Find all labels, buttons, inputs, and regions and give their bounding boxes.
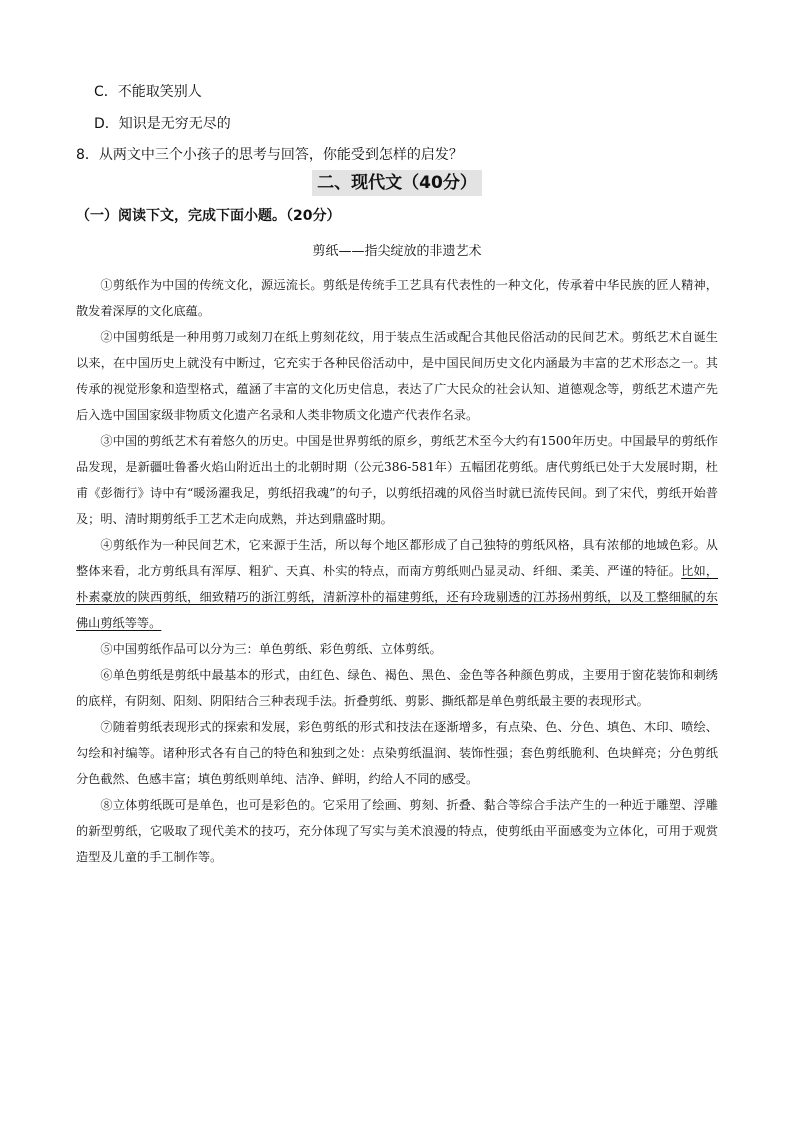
paragraph-8: ⑧立体剪纸既可是单色，也可是彩色的。它采用了绘画、剪刻、折叠、黏合等综合手法产生的一种近于雕塑、浮雕的新型剪纸，它吸取了现代美术的技巧，充分体现了写实与美术浪漫的特点，使剪纸由平面感变为立体化，可用于观赏造型及儿童的手工制作等。: [76, 798, 718, 864]
option-d: D．知识是无穷无尽的: [94, 116, 231, 132]
paragraph-4-underlined-sentence: 比如，朴素豪放的陕西剪纸，细致精巧的浙江剪纸，清新淳朴的福建剪纸，还有玲珑剔透的江苏扬州剪纸，以及工整细腻的东佛山剪纸等等。: [76, 564, 719, 630]
question-8: 8．从两文中三个小孩子的思考与回答，你能受到怎样的启发？: [76, 147, 463, 163]
section-title: 二、现代文（40分）: [312, 170, 482, 196]
paragraph-3: ③中国的剪纸艺术有着悠久的历史。中国是世界剪纸的原乡，剪纸艺术至今大约有1500年历史。中国最早的剪纸作品发现，是新疆吐鲁番火焰山附近出土的北朝时期（公元386-581年）五幅团花剪纸。唐代剪纸已处于大发展时期，杜甫《彭衙行》诗中有“暖汤濯我足，剪纸招我魂”的句子，以剪纸招魂的风俗当时就已流传民间。到了宋代，剪纸开始普及；明、清时期剪纸手工艺术走向成熟，并达到鼎盛时期。: [76, 434, 718, 526]
paragraph-5: ⑤中国剪纸作品可以分为三：单色剪纸、彩色剪纸、立体剪纸。: [100, 642, 442, 656]
paragraph-6: ⑥单色剪纸是剪纸中最基本的形式，由红色、绿色、褐色、黑色、金色等各种颜色剪成，主要用于窗花装饰和刺绣的底样，有阴刻、阳刻、阴阳结合三种表现手法。折叠剪纸、剪影、撕纸都是单色剪纸最主要的表现形式。: [76, 668, 718, 708]
article-body: [76, 272, 718, 870]
paragraph-7: ⑦随着剪纸表现形式的探索和发展，彩色剪纸的形式和技法在逐渐增多，有点染、色、分色、填色、木印、喷绘、勾绘和衬编等。诸种形式各有自己的特色和独到之处：点染剪纸温润、装饰性强；套色剪纸脆利、色块鲜亮；分色剪纸分色截然、色感丰富；填色剪纸则单纯、洁净、鲜明，约给人不同的感受。: [76, 720, 718, 786]
paragraph-4: [76, 532, 718, 636]
paragraph-2: ②中国剪纸是一种用剪刀或刻刀在纸上剪刻花纹，用于装点生活或配合其他民俗活动的民间艺术。剪纸艺术自诞生以来，在中国历史上就没有中断过，它充实于各种民俗活动中，是中国民间历史文化内涵最为丰富的艺术形态之一。其传承的视觉形象和造型格式，蕴涵了丰富的文化历史信息，表达了广大民众的社会认知、道德观念等，剪纸艺术遗产先后入选中国国家级非物质文化遗产名录和人类非物质文化遗产代表作名录。: [76, 330, 718, 422]
paragraph-1: ①剪纸作为中国的传统文化，源远流长。剪纸是传统手工艺具有代表性的一种文化，传承着中华民族的匠人精神，散发着深厚的文化底蕴。: [76, 278, 718, 318]
subsection-title: （一）阅读下文，完成下面小题。（20分）: [76, 208, 341, 224]
option-c: C．不能取笑别人: [94, 84, 202, 100]
article-title: 剪纸——指尖绽放的非遗艺术: [312, 244, 482, 259]
paragraph-4-text: ④剪纸作为一种民间艺术，它来源于生活，所以每个地区都形成了自己独特的剪纸风格，具有浓郁的地域色彩。从整体来看，北方剪纸具有浑厚、粗犷、天真、朴实的特点，而南方剪纸则凸显灵动、纤细、柔美、严谨的特征。: [76, 538, 718, 578]
